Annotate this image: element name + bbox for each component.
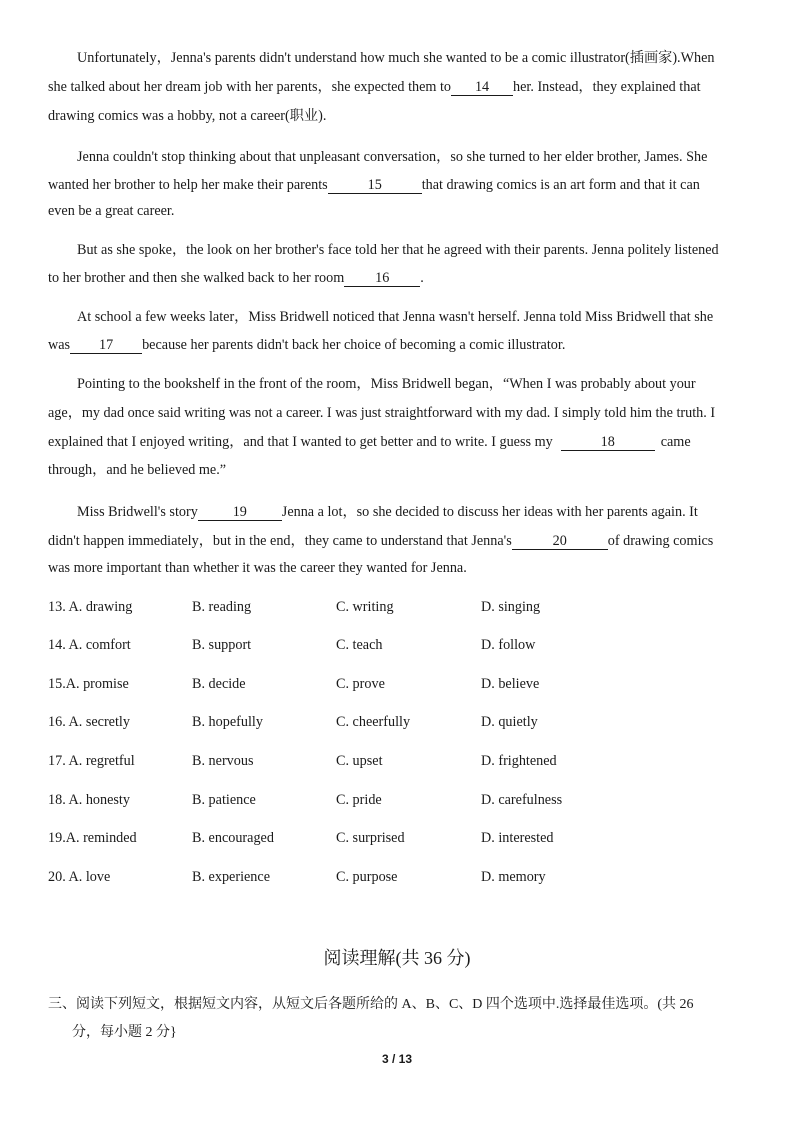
page-number: 3 / 13 (381, 1052, 413, 1066)
blank-16: 16 (344, 270, 420, 287)
option-a: 16. A. secretly (48, 714, 130, 730)
p2-line2 (48, 175, 700, 195)
p5-line3-a: explained that I enjoyed writing，and that I wanted to get better and to write. I guess my (48, 434, 553, 450)
option-a: 17. A. regretful (48, 753, 135, 769)
option-d: D. follow (481, 637, 536, 653)
blank-18: 18 (561, 434, 655, 451)
p3-line1: But as she spoke，the look on her brother's face told her that he agreed with their parents. Jenna politely listened (77, 242, 719, 258)
p2-line3: even be a great career. (48, 203, 175, 219)
option-b: B. patience (192, 792, 256, 808)
p1-line2 (48, 77, 701, 97)
option-d: D. quietly (481, 714, 538, 730)
p2-line1: Jenna couldn't stop thinking about that unpleasant conversation，so she turned to her elder brother, James. She (77, 149, 708, 165)
option-b: B. encouraged (192, 830, 274, 846)
blank-17: 17 (70, 337, 142, 354)
option-a: 15.A. promise (48, 676, 129, 692)
option-d: D. believe (481, 676, 540, 692)
p1-line1: Unfortunately，Jenna's parents didn't understand how much she wanted to be a comic illustrator(插画家).When (77, 50, 715, 66)
option-c: C. pride (336, 792, 382, 808)
p3-line2-a: to her brother and then she walked back to her room (48, 270, 345, 286)
option-d: D. frightened (481, 753, 557, 769)
blank-15: 15 (328, 177, 422, 194)
p1-line2-b: her. Instead，they explained that (513, 79, 701, 95)
p2-line2-a: wanted her brother to help her make their parents (48, 177, 328, 193)
p4-line2-b: because her parents didn't back her choice of becoming a comic illustrator. (142, 337, 566, 353)
p3-line2 (48, 268, 424, 288)
p5-line1: Pointing to the bookshelf in the front of the room，Miss Bridwell began，“When I was probably about your (77, 376, 696, 392)
option-c: C. purpose (336, 869, 398, 885)
p5-line4: through，and he believed me.” (48, 462, 227, 478)
option-b: B. experience (192, 869, 270, 885)
option-b: B. reading (192, 599, 252, 615)
blank-14: 14 (451, 79, 513, 96)
option-b: B. support (192, 637, 252, 653)
p6-line1-a: Miss Bridwell's story (77, 504, 198, 520)
p5-line2: age，my dad once said writing was not a career. I was just straightforward with my dad. I simply told him the truth. I (48, 405, 716, 421)
p4-line1: At school a few weeks later，Miss Bridwell noticed that Jenna wasn't herself. Jenna told Miss Bridwell that she (77, 309, 714, 325)
option-c: C. upset (336, 753, 383, 769)
option-c: C. writing (336, 599, 394, 615)
option-c: C. prove (336, 676, 385, 692)
option-d: D. carefulness (481, 792, 563, 808)
option-c: C. surprised (336, 830, 405, 846)
p6-line3: was more important than whether it was the career they wanted for Jenna. (48, 560, 467, 576)
p6-line2-a: didn't happen immediately，but in the end，they came to understand that Jenna's (48, 533, 512, 549)
option-d: D. singing (481, 599, 541, 615)
option-d: D. memory (481, 869, 546, 885)
option-b: B. decide (192, 676, 246, 692)
p4-line2 (48, 335, 565, 355)
option-a: 19.A. reminded (48, 830, 137, 846)
option-a: 14. A. comfort (48, 637, 131, 653)
section-heading: 阅读理解(共 36 分) (323, 948, 471, 968)
p1-line2-a: she talked about her dream job with her parents，she expected them to (48, 79, 452, 95)
p6-line2 (48, 531, 713, 551)
p4-line2-a: was (48, 337, 71, 353)
p2-line2-b: that drawing comics is an art form and that it can (421, 177, 700, 193)
blank-19: 19 (198, 504, 282, 521)
p5-line3 (48, 432, 691, 452)
p6-line2-b: of drawing comics (607, 533, 714, 549)
option-b: B. hopefully (192, 714, 263, 730)
blank-20: 20 (512, 533, 608, 550)
section-instruction-line1: 三、阅读下列短文，根据短文内容，从短文后各题所给的 A、B、C、D 四个选项中.选择最佳选项。(共 26 (48, 997, 694, 1012)
option-a: 18. A. honesty (48, 792, 130, 808)
option-b: B. nervous (192, 753, 254, 769)
p1-line3: drawing comics was a hobby, not a career(职业). (48, 108, 327, 124)
option-a: 13. A. drawing (48, 599, 133, 615)
section-instruction-line2: 分，每小题 2 分} (72, 1025, 177, 1040)
p6-line1 (77, 502, 698, 522)
p5-line3-b: came (660, 434, 691, 450)
p3-line2-b: . (420, 270, 424, 286)
option-a: 20. A. love (48, 869, 111, 885)
option-d: D. interested (481, 830, 554, 846)
p6-line1-b: Jenna a lot，so she decided to discuss her ideas with her parents again. It (281, 504, 698, 520)
option-c: C. teach (336, 637, 383, 653)
option-c: C. cheerfully (336, 714, 411, 730)
